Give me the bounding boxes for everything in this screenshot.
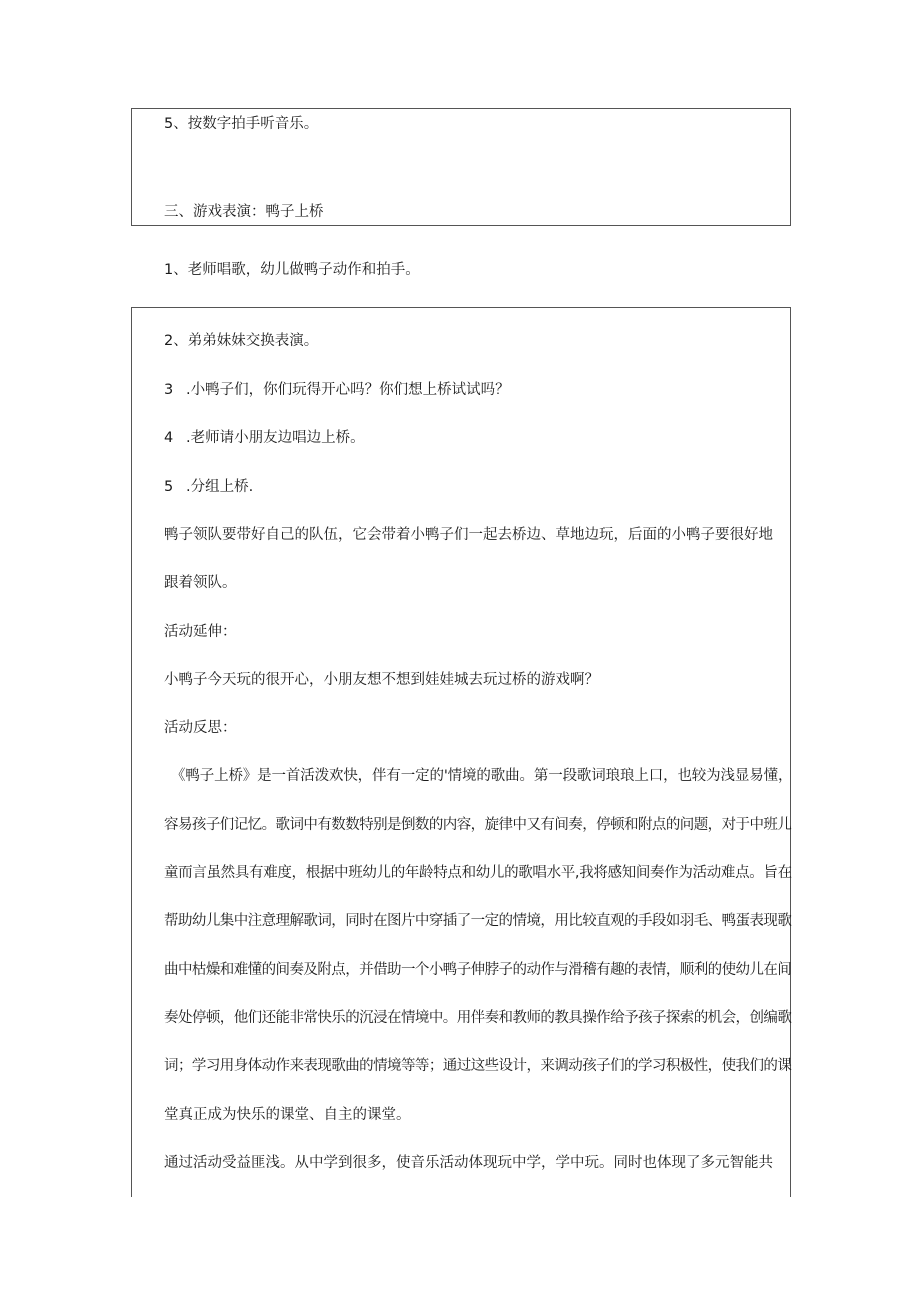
- step-item-3: [164, 380, 510, 400]
- reflection-line: 童而言虽然具有难度，根据中班幼儿的年龄特点和幼儿的歌唱水平,我将感知间奏作为活动难点。旨在: [164, 865, 792, 881]
- step-text: .老师请小朋友边唱边上桥。: [186, 430, 365, 446]
- leader-paragraph-line-2: 跟着领队。: [164, 575, 237, 591]
- step-item-5: 5、按数字拍手听音乐。: [164, 116, 319, 132]
- step-text: .小鸭子们，你们玩得开心吗？你们想上桥试试吗？: [186, 382, 510, 398]
- reflection-title: 活动反思：: [164, 720, 237, 736]
- reflection-line: 词；学习用身体动作来表现歌曲的情境等等；通过这些设计，来调动孩子们的学习积极性，使我们的课: [164, 1058, 792, 1074]
- step-item-2: 2、弟弟妹妹交换表演。: [164, 333, 319, 349]
- reflection-line: 堂真正成为快乐的课堂、自主的课堂。: [164, 1107, 411, 1123]
- reflection-line: 容易孩子们记忆。歌词中有数数特别是倒数的内容，旋律中又有间奏，停顿和附点的问题，对于中班儿: [164, 817, 792, 833]
- step-number: 5: [164, 479, 174, 495]
- reflection-line: 《鸭子上桥》是一首活泼欢快，伴有一定的'情境的歌曲。第一段歌词琅琅上口，也较为浅显易懂，: [171, 768, 793, 784]
- step-item-1: 1、老师唱歌，幼儿做鸭子动作和拍手。: [164, 262, 420, 278]
- reflection-line: 帮助幼儿集中注意理解歌词，同时在图片中穿插了一定的情境，用比较直观的手段如羽毛、鸭蛋表现歌: [164, 913, 792, 929]
- step-number: 3: [164, 382, 174, 398]
- step-text: .分组上桥.: [186, 479, 254, 495]
- step-item-4: [164, 428, 365, 448]
- extension-title: 活动延伸：: [164, 624, 237, 640]
- step-number: 4: [164, 430, 174, 446]
- reflection-line: 奏处停顿，他们还能非常快乐的沉浸在情境中。用伴奏和教师的教具操作给予孩子探索的机会，创编歌: [164, 1010, 792, 1026]
- extension-text: 小鸭子今天玩的很开心，小朋友想不想到娃娃城去玩过桥的游戏啊？: [164, 672, 599, 688]
- step-item-5b: [164, 477, 253, 497]
- benefit-paragraph-line: 通过活动受益匪浅。从中学到很多，使音乐活动体现玩中学，学中玩。同时也体现了多元智能共: [164, 1155, 773, 1171]
- section-heading-game: 三、游戏表演：鸭子上桥: [164, 204, 324, 220]
- leader-paragraph-line-1: 鸭子领队要带好自己的队伍，它会带着小鸭子们一起去桥边、草地边玩，后面的小鸭子要很好地: [164, 527, 773, 543]
- reflection-line: 曲中枯燥和难懂的间奏及附点，并借助一个小鸭子伸脖子的动作与滑稽有趣的表情，顺利的使幼儿在间: [164, 962, 792, 978]
